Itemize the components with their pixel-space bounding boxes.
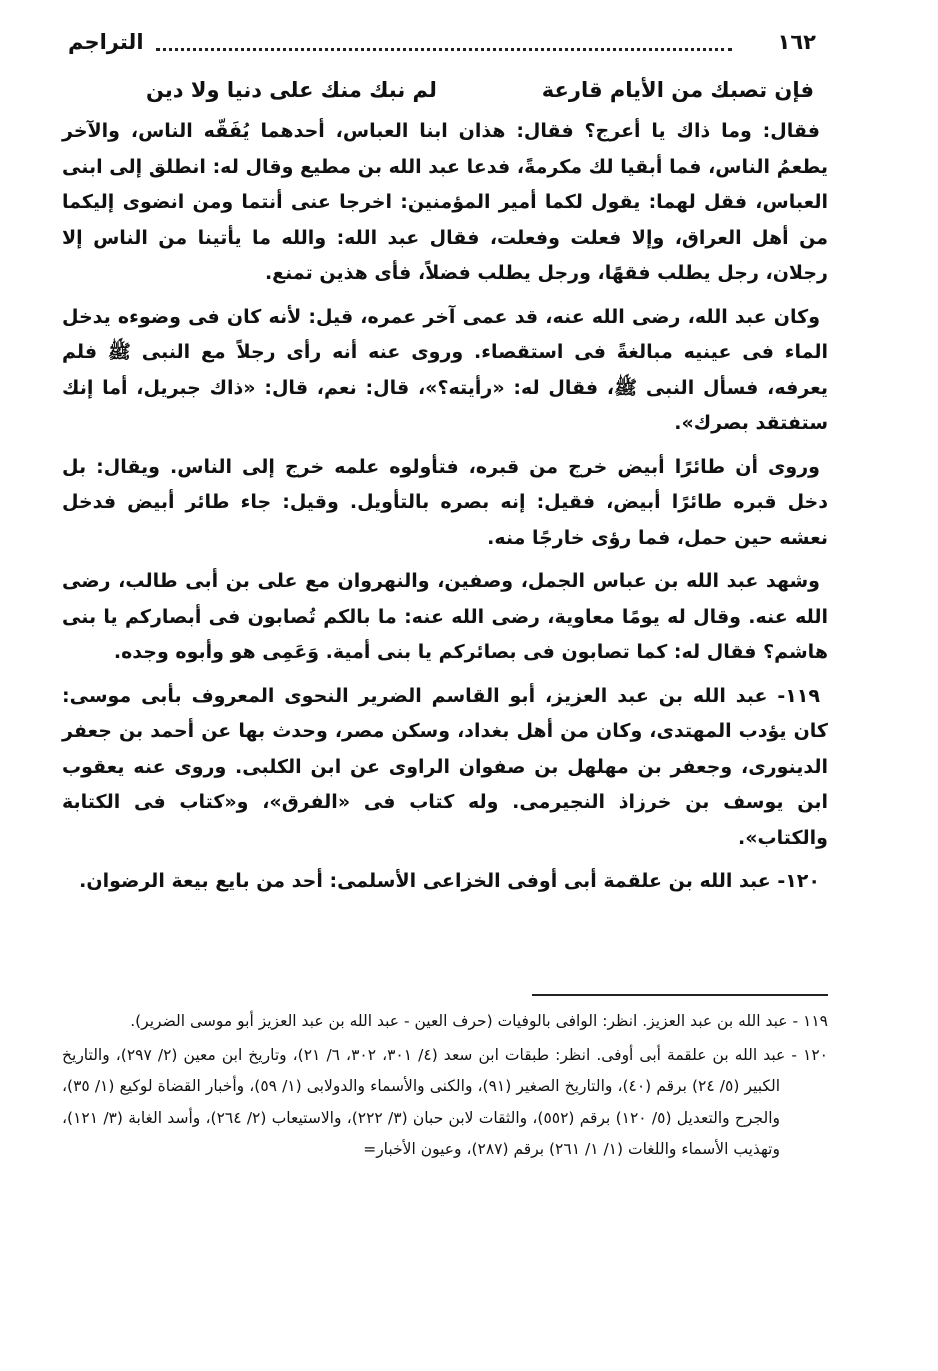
biography-entry-120 — [62, 864, 828, 900]
entry-title: ١١٩- عبد الله بن عبد العزيز، أبو القاسم الضرير النحوى المعروف بأبى موسى: — [62, 684, 820, 707]
verse-hemistich-first: فإن تصبك من الأيام قارعة — [541, 78, 814, 102]
poetry-verse — [62, 70, 828, 110]
header-dotted-leader — [156, 48, 732, 51]
biography-entry-119 — [62, 679, 828, 857]
body-paragraph: وكان عبد الله، رضى الله عنه، قد عمى آخر عمره، قيل: لأنه كان فى وضوءه يدخل الماء فى عينيه مبالغةً فى استقصاء. وروى عنه أنه رأى رجلاً مع النبى ﷺ فلم يعرفه، فسأل النبى ﷺ، فقال له: «رأيته؟»، قال: نعم، قال: «ذاك جبريل، أما إنك ستفتقد بصرك». — [62, 305, 828, 434]
footnotes — [62, 1006, 828, 1168]
entry-text: كان يؤدب المهتدى، وكان من أهل بغداد، وسكن مصر، وحدث بها عن أحمد بن جعفر الدينورى، وجعفر بن مهلهل بن صفوان الراوى عن ابن الكلبى. وروى عنه يعقوب ابن يوسف بن خرزاذ النجيرمى. وله كتاب فى «الفرق»، و«كتاب فى الكتابة والكتاب». — [62, 720, 828, 849]
body-paragraph: وشهد عبد الله بن عباس الجمل، وصفين، والنهروان مع على بن أبى طالب، رضى الله عنه. وقال له يومًا معاوية، رضى الله عنه: ما بالكم تُصابون فى أبصاركم يا بنى هاشم؟ فقال له: كما تصابون فى بصائركم يا بنى أمية. وَعَمِى هو وأبوه وجده. — [62, 570, 828, 663]
entry-text: أحد من بايع بيعة الرضوان. — [79, 870, 330, 892]
entry-title: ١٢٠- عبد الله بن علقمة أبى أوفى الخزاعى الأسلمى: — [329, 870, 820, 892]
body-paragraph: وروى أن طائرًا أبيض خرج من قبره، فتأولوه علمه خرج إلى الناس. ويقال: بل دخل قبره طائرًا أبيض، فقيل: إنه بصره بالتأويل. وقيل: جاء طائر أبيض فدخل نعشه حين حمل، فما رؤى خارجًا منه. — [62, 455, 828, 549]
running-header — [62, 24, 828, 60]
verse-hemistich-second: لم نبك منك على دنيا ولا دين — [146, 78, 437, 102]
main-text — [62, 114, 828, 900]
book-page — [62, 24, 828, 1158]
footnote-separator — [532, 994, 828, 996]
body-paragraph: فقال: وما ذاك يا أعرج؟ فقال: هذان ابنا العباس، أحدهما يُفَقّه الناس، والآخر يطعمُ الناس، فما أبقيا لك مكرمةً، فدعا عبد الله بن مطيع وقال له: انطلق إلى ابنى العباس، فقل لهما: يقول لكما أمير المؤمنين: اخرجا عنى أنتما ومن انضوى إليكما من أهل العراق، وإلا فعلت وفعلت، فقال عبد الله: والله ما يأتينا من الناس إلا رجلان، رجل يطلب فقهًا، ورجل يطلب فضلاً، فأى هذين تمنع. — [62, 120, 828, 284]
page-number: ١٦٢ — [777, 30, 816, 54]
footnote: ١١٩ - عبد الله بن عبد العزيز. انظر: الوافى بالوفيات (حرف العين - عبد الله بن عبد العزيز أبو موسى الضرير). — [130, 1012, 828, 1030]
footnote: ١٢٠ - عبد الله بن علقمة أبى أوفى. انظر: طبقات ابن سعد (٤/ ٣٠١، ٣٠٢، ٦/ ٢١)، وتاريخ ابن معين (٢/ ٢٩٧)، والتاريخ الكبير (٥/ ٢٤) برقم (٤٠)، والتاريخ الصغير (٩١)، والكنى والأسماء والدولابى (١/ ٥٩)، وأخبار القضاة لوكيع (١/ ٣٥)، والجرح والتعديل (٥/ ١٢٠) برقم (٥٥٢)، والثقات لابن حبان (٣/ ٢٢٢)، والاستيعاب (٢/ ٢٦٤)، وأسد الغابة (٣/ ١٢١)، وتهذيب الأسماء واللغات (١/ ١/ ٢٦١) برقم (٢٨٧)، وعيون الأخبار= — [62, 1045, 828, 1158]
section-title: التراجم — [68, 30, 144, 54]
